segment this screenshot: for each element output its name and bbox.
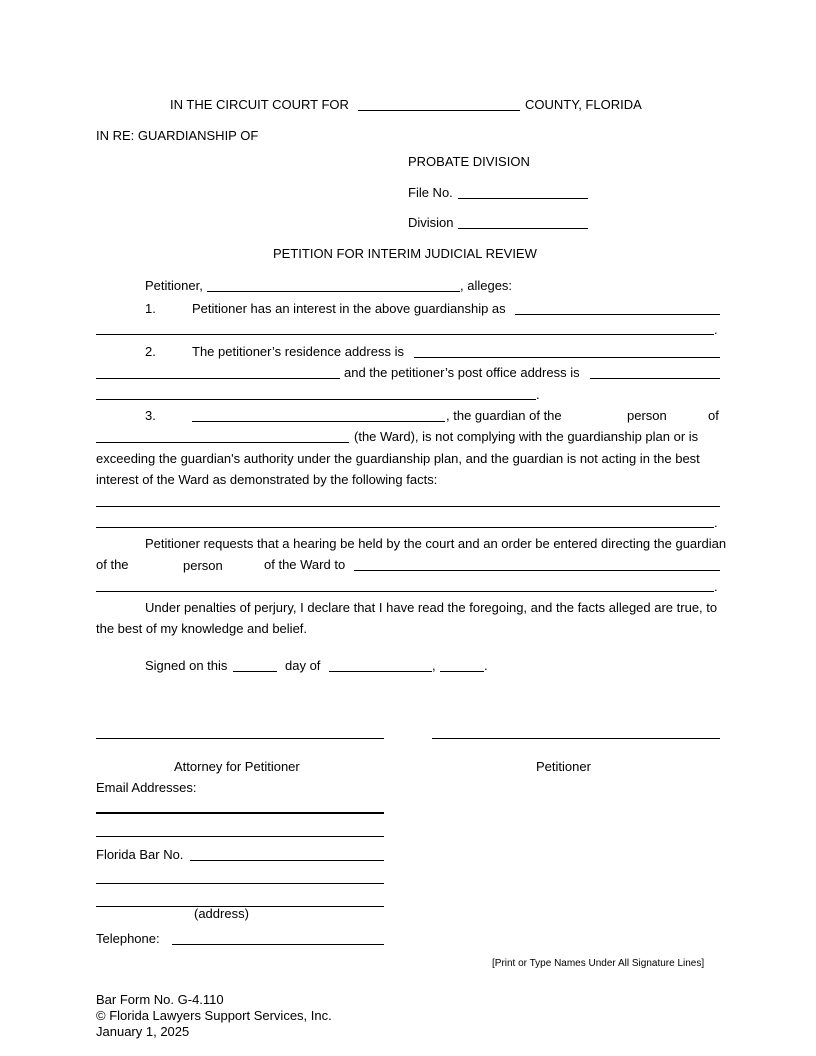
copyright: © Florida Lawyers Support Services, Inc. [96, 1008, 332, 1023]
item2-number: 2. [145, 344, 156, 359]
bar-no-blank[interactable] [190, 860, 384, 861]
request-person: person [183, 558, 223, 573]
item2-mid-text: and the petitioner’s post office address is [344, 365, 580, 380]
item3-period: . [714, 515, 718, 530]
facts-blank-2[interactable] [96, 527, 714, 528]
division-label: Division [408, 215, 454, 230]
item1-text: Petitioner has an interest in the above guardianship as [192, 301, 506, 316]
court-suffix: COUNTY, FLORIDA [525, 97, 642, 112]
address-label: (address) [194, 906, 249, 921]
item3-person: person [627, 408, 667, 423]
day-of-label: day of [285, 658, 321, 673]
item3-of: of [708, 408, 719, 423]
attorney-signature-line[interactable] [96, 738, 384, 739]
request-line1: Petitioner requests that a hearing be held by the court and an order be entered directing the guardian [145, 536, 727, 551]
print-names-note: [Print or Type Names Under All Signature Lines] [492, 958, 705, 969]
county-blank[interactable] [358, 110, 520, 111]
item2-period: . [536, 387, 540, 402]
item1-interest-blank[interactable] [515, 314, 720, 315]
item1-continuation-blank[interactable] [96, 334, 714, 335]
file-no-label: File No. [408, 185, 453, 200]
petitioner-signature-line[interactable] [432, 738, 720, 739]
attorney-label: Attorney for Petitioner [174, 759, 300, 774]
item1-period: . [714, 322, 718, 337]
probate-division: PROBATE DIVISION [408, 154, 530, 169]
request-of-the: of the [96, 557, 129, 572]
item3-number: 3. [145, 408, 156, 423]
form-number: Bar Form No. G-4.110 [96, 992, 224, 1007]
petitioner-name-blank[interactable] [207, 291, 460, 292]
telephone-blank[interactable] [172, 944, 384, 945]
file-no-blank[interactable] [458, 198, 588, 199]
petitioner-signature-label: Petitioner [536, 759, 591, 774]
signed-period: . [484, 658, 488, 673]
signed-month-blank[interactable] [329, 671, 432, 672]
item3-line3: interest of the Ward as demonstrated by the following facts: [96, 472, 438, 487]
item3-guardian-of: , the guardian of the [446, 408, 562, 423]
item2-text: The petitioner’s residence address is [192, 344, 404, 359]
residence-address-continuation[interactable] [96, 378, 340, 379]
email-label: Email Addresses: [96, 780, 197, 795]
item1-number: 1. [145, 301, 156, 316]
address-blank-1[interactable] [96, 883, 384, 884]
po-address-blank[interactable] [590, 378, 720, 379]
email-blank-1[interactable] [96, 812, 384, 814]
in-re-label: IN RE: GUARDIANSHIP OF [96, 128, 259, 143]
email-blank-2[interactable] [96, 836, 384, 837]
telephone-label: Telephone: [96, 931, 160, 946]
order-direction-blank-1[interactable] [354, 570, 720, 571]
signed-day-blank[interactable] [233, 671, 277, 672]
alleges-text: , alleges: [460, 278, 513, 293]
form-date: January 1, 2025 [96, 1024, 190, 1039]
residence-address-blank[interactable] [414, 357, 720, 358]
perjury-line2: the best of my knowledge and belief. [96, 621, 308, 636]
bar-no-label: Florida Bar No. [96, 847, 184, 862]
item3-line2: exceeding the guardian's authority under the guardianship plan, and the guardian is not acting in the best [96, 451, 700, 466]
facts-blank-1[interactable] [96, 506, 720, 507]
guardian-name-blank[interactable] [192, 421, 445, 422]
perjury-line1: Under penalties of perjury, I declare that I have read the foregoing, and the facts alleged are true, to [145, 600, 718, 615]
document-title: PETITION FOR INTERIM JUDICIAL REVIEW [273, 246, 537, 261]
item3-ward-text: (the Ward), is not complying with the guardianship plan or is [354, 429, 699, 444]
division-blank[interactable] [458, 228, 588, 229]
request-of-ward-to: of the Ward to [264, 557, 346, 572]
signed-comma: , [432, 658, 436, 673]
ward-name-blank[interactable] [96, 442, 349, 443]
po-address-continuation[interactable] [96, 399, 536, 400]
order-direction-blank-2[interactable] [96, 591, 714, 592]
signed-year-blank[interactable] [440, 671, 484, 672]
petitioner-label: Petitioner, [145, 278, 203, 293]
court-prefix: IN THE CIRCUIT COURT FOR [170, 97, 349, 112]
signed-on-label: Signed on this [145, 658, 228, 673]
request-period: . [714, 579, 718, 594]
